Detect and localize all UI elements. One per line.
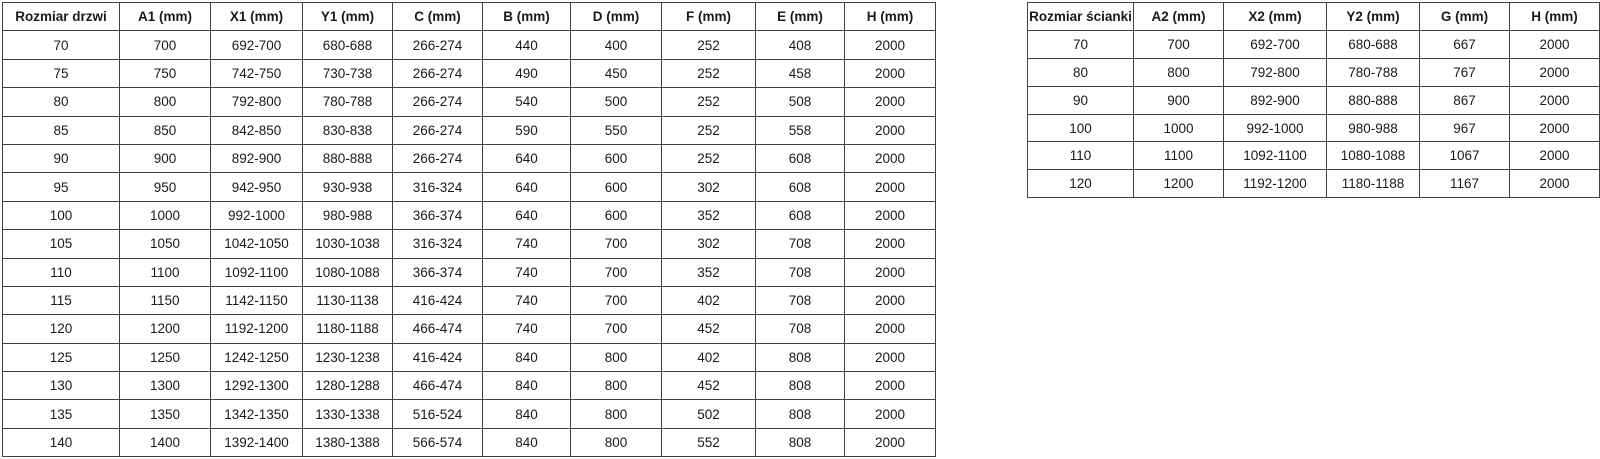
table-cell: 508	[756, 88, 845, 116]
table-cell: 90	[3, 144, 120, 172]
table-cell: 266-274	[393, 144, 483, 172]
table-row	[1028, 142, 1600, 170]
table-cell: 800	[571, 400, 662, 428]
column-header: Y2 (mm)	[1327, 3, 1420, 31]
table-row	[3, 258, 936, 286]
column-header: D (mm)	[571, 3, 662, 31]
table-cell: 767	[1420, 58, 1510, 86]
column-header: B (mm)	[483, 3, 571, 31]
table-cell: 2000	[1510, 142, 1600, 170]
table-cell: 742-750	[211, 59, 303, 87]
table-cell: 608	[756, 173, 845, 201]
table-cell: 120	[1028, 170, 1134, 198]
column-header: H (mm)	[845, 3, 936, 31]
table-cell: 490	[483, 59, 571, 87]
table-cell: 466-474	[393, 372, 483, 400]
table-cell: 640	[483, 173, 571, 201]
table-cell: 880-888	[1327, 86, 1420, 114]
table-cell: 590	[483, 116, 571, 144]
table-cell: 1192-1200	[211, 315, 303, 343]
table-cell: 2000	[1510, 30, 1600, 58]
table-cell: 1300	[120, 372, 211, 400]
table-cell: 700	[571, 230, 662, 258]
table-cell: 2000	[1510, 58, 1600, 86]
column-header: Y1 (mm)	[303, 3, 393, 31]
table-cell: 130	[3, 372, 120, 400]
table-cell: 1180-1188	[1327, 170, 1420, 198]
column-header: Rozmiar ścianki	[1028, 3, 1134, 31]
table-cell: 302	[662, 230, 756, 258]
table-cell: 708	[756, 230, 845, 258]
table-cell: 302	[662, 173, 756, 201]
table-cell: 900	[1134, 86, 1224, 114]
table-cell: 2000	[845, 286, 936, 314]
table-cell: 110	[1028, 142, 1134, 170]
table-cell: 980-988	[1327, 114, 1420, 142]
table-cell: 1242-1250	[211, 343, 303, 371]
table-cell: 80	[1028, 58, 1134, 86]
column-header: Rozmiar drzwi	[3, 3, 120, 31]
column-header: C (mm)	[393, 3, 483, 31]
table-cell: 792-800	[211, 88, 303, 116]
table-cell: 1200	[1134, 170, 1224, 198]
table-cell: 640	[483, 201, 571, 229]
table-cell: 1030-1038	[303, 230, 393, 258]
table-cell: 2000	[845, 144, 936, 172]
table-cell: 252	[662, 144, 756, 172]
table-cell: 867	[1420, 86, 1510, 114]
table-cell: 708	[756, 315, 845, 343]
table-cell: 120	[3, 315, 120, 343]
table-cell: 70	[3, 31, 120, 59]
table-cell: 692-700	[211, 31, 303, 59]
table-cell: 558	[756, 116, 845, 144]
table-cell: 2000	[845, 400, 936, 428]
table-cell: 316-324	[393, 230, 483, 258]
table-cell: 1280-1288	[303, 372, 393, 400]
table-cell: 2000	[1510, 170, 1600, 198]
table-cell: 1342-1350	[211, 400, 303, 428]
table-row	[3, 173, 936, 201]
table-cell: 80	[3, 88, 120, 116]
table-cell: 1167	[1420, 170, 1510, 198]
table-cell: 452	[662, 315, 756, 343]
table-cell: 830-838	[303, 116, 393, 144]
table-cell: 566-574	[393, 428, 483, 456]
table-cell: 2000	[845, 372, 936, 400]
table-cell: 740	[483, 315, 571, 343]
table-cell: 2000	[845, 201, 936, 229]
table-cell: 1100	[1134, 142, 1224, 170]
table-cell: 750	[120, 59, 211, 87]
table-cell: 352	[662, 258, 756, 286]
table-cell: 400	[571, 31, 662, 59]
column-header: A1 (mm)	[120, 3, 211, 31]
table-cell: 440	[483, 31, 571, 59]
table-cell: 416-424	[393, 343, 483, 371]
table-cell: 100	[1028, 114, 1134, 142]
table-cell: 2000	[845, 428, 936, 456]
table-cell: 252	[662, 59, 756, 87]
table-cell: 600	[571, 144, 662, 172]
table-cell: 2000	[845, 173, 936, 201]
table-cell: 550	[571, 116, 662, 144]
table-cell: 692-700	[1224, 30, 1327, 58]
table-row	[3, 144, 936, 172]
table-cell: 1192-1200	[1224, 170, 1327, 198]
table-cell: 700	[120, 31, 211, 59]
table-cell: 1100	[120, 258, 211, 286]
table-cell: 70	[1028, 30, 1134, 58]
table-cell: 840	[483, 428, 571, 456]
table-cell: 1050	[120, 230, 211, 258]
table-cell: 140	[3, 428, 120, 456]
table-cell: 792-800	[1224, 58, 1327, 86]
table-cell: 266-274	[393, 116, 483, 144]
table-cell: 950	[120, 173, 211, 201]
table-cell: 1092-1100	[211, 258, 303, 286]
table-cell: 808	[756, 343, 845, 371]
table-cell: 800	[571, 428, 662, 456]
table-cell: 316-324	[393, 173, 483, 201]
table-cell: 1042-1050	[211, 230, 303, 258]
table-row	[3, 88, 936, 116]
table-cell: 266-274	[393, 59, 483, 87]
table-cell: 466-474	[393, 315, 483, 343]
column-header: X2 (mm)	[1224, 3, 1327, 31]
table-cell: 942-950	[211, 173, 303, 201]
table-cell: 600	[571, 201, 662, 229]
table-cell: 458	[756, 59, 845, 87]
header-row	[1028, 3, 1600, 31]
table-cell: 800	[120, 88, 211, 116]
table-row	[3, 315, 936, 343]
table-cell: 808	[756, 372, 845, 400]
table-cell: 135	[3, 400, 120, 428]
table-cell: 800	[571, 372, 662, 400]
table-row	[3, 372, 936, 400]
table-cell: 840	[483, 400, 571, 428]
table-cell: 402	[662, 286, 756, 314]
table-cell: 110	[3, 258, 120, 286]
table-cell: 740	[483, 230, 571, 258]
column-header: G (mm)	[1420, 3, 1510, 31]
table-cell: 2000	[845, 116, 936, 144]
table-cell: 1400	[120, 428, 211, 456]
table-cell: 1150	[120, 286, 211, 314]
table-cell: 700	[571, 258, 662, 286]
header-row	[3, 3, 936, 31]
table-cell: 780-788	[1327, 58, 1420, 86]
table-cell: 452	[662, 372, 756, 400]
table-cell: 840	[483, 343, 571, 371]
table-cell: 800	[571, 343, 662, 371]
table-cell: 416-424	[393, 286, 483, 314]
table-cell: 1000	[120, 201, 211, 229]
door-sizes-table	[2, 2, 936, 457]
table-cell: 2000	[845, 315, 936, 343]
table-cell: 2000	[1510, 86, 1600, 114]
table-cell: 680-688	[303, 31, 393, 59]
table-cell: 502	[662, 400, 756, 428]
table-cell: 2000	[845, 31, 936, 59]
table-cell: 992-1000	[1224, 114, 1327, 142]
table-cell: 450	[571, 59, 662, 87]
table-cell: 842-850	[211, 116, 303, 144]
table-cell: 930-938	[303, 173, 393, 201]
table-cell: 1392-1400	[211, 428, 303, 456]
table-row	[3, 286, 936, 314]
table-cell: 1380-1388	[303, 428, 393, 456]
table-row	[3, 230, 936, 258]
table-cell: 1142-1150	[211, 286, 303, 314]
table-row	[3, 400, 936, 428]
table-cell: 1080-1088	[1327, 142, 1420, 170]
table-row	[1028, 30, 1600, 58]
table-row	[3, 116, 936, 144]
table-cell: 2000	[1510, 114, 1600, 142]
table-cell: 75	[3, 59, 120, 87]
table-cell: 1230-1238	[303, 343, 393, 371]
table-row	[3, 343, 936, 371]
table-cell: 252	[662, 88, 756, 116]
table-cell: 1180-1188	[303, 315, 393, 343]
table-cell: 850	[120, 116, 211, 144]
table-cell: 730-738	[303, 59, 393, 87]
column-header: A2 (mm)	[1134, 3, 1224, 31]
table-cell: 1292-1300	[211, 372, 303, 400]
table-cell: 700	[571, 315, 662, 343]
table-cell: 608	[756, 201, 845, 229]
table-cell: 892-900	[1224, 86, 1327, 114]
table-cell: 366-374	[393, 201, 483, 229]
column-header: E (mm)	[756, 3, 845, 31]
table-cell: 1092-1100	[1224, 142, 1327, 170]
table-cell: 115	[3, 286, 120, 314]
table-cell: 2000	[845, 258, 936, 286]
table-cell: 880-888	[303, 144, 393, 172]
wall-panel-sizes-table	[1027, 2, 1600, 198]
table-cell: 800	[1134, 58, 1224, 86]
table-cell: 1350	[120, 400, 211, 428]
table-cell: 2000	[845, 59, 936, 87]
table-cell: 1330-1338	[303, 400, 393, 428]
table-cell: 85	[3, 116, 120, 144]
table-cell: 740	[483, 286, 571, 314]
table-cell: 408	[756, 31, 845, 59]
table-cell: 2000	[845, 343, 936, 371]
table-cell: 600	[571, 173, 662, 201]
table-cell: 1130-1138	[303, 286, 393, 314]
table-cell: 700	[1134, 30, 1224, 58]
table-cell: 1067	[1420, 142, 1510, 170]
table-cell: 708	[756, 258, 845, 286]
table-cell: 808	[756, 428, 845, 456]
table-cell: 2000	[845, 230, 936, 258]
column-header: F (mm)	[662, 3, 756, 31]
table-cell: 252	[662, 116, 756, 144]
table-cell: 90	[1028, 86, 1134, 114]
table-row	[3, 428, 936, 456]
table-cell: 125	[3, 343, 120, 371]
table-cell: 100	[3, 201, 120, 229]
table-cell: 266-274	[393, 88, 483, 116]
table-row	[1028, 86, 1600, 114]
table-row	[3, 201, 936, 229]
table-cell: 992-1000	[211, 201, 303, 229]
table-cell: 402	[662, 343, 756, 371]
table-cell: 840	[483, 372, 571, 400]
table-cell: 95	[3, 173, 120, 201]
table-cell: 980-988	[303, 201, 393, 229]
table-cell: 1000	[1134, 114, 1224, 142]
table-cell: 740	[483, 258, 571, 286]
table-cell: 680-688	[1327, 30, 1420, 58]
table-cell: 552	[662, 428, 756, 456]
table-cell: 892-900	[211, 144, 303, 172]
table-cell: 252	[662, 31, 756, 59]
table-row	[3, 59, 936, 87]
table-cell: 900	[120, 144, 211, 172]
table-cell: 1080-1088	[303, 258, 393, 286]
table-cell: 808	[756, 400, 845, 428]
table-cell: 1200	[120, 315, 211, 343]
table-cell: 1250	[120, 343, 211, 371]
table-cell: 266-274	[393, 31, 483, 59]
table-cell: 780-788	[303, 88, 393, 116]
table-cell: 516-524	[393, 400, 483, 428]
table-cell: 2000	[845, 88, 936, 116]
table-row	[1028, 58, 1600, 86]
table-cell: 640	[483, 144, 571, 172]
table-cell: 667	[1420, 30, 1510, 58]
table-cell: 366-374	[393, 258, 483, 286]
column-header: H (mm)	[1510, 3, 1600, 31]
table-cell: 352	[662, 201, 756, 229]
table-cell: 967	[1420, 114, 1510, 142]
table-cell: 540	[483, 88, 571, 116]
column-header: X1 (mm)	[211, 3, 303, 31]
table-cell: 608	[756, 144, 845, 172]
table-row	[3, 31, 936, 59]
table-row	[1028, 114, 1600, 142]
table-cell: 500	[571, 88, 662, 116]
table-cell: 708	[756, 286, 845, 314]
table-cell: 105	[3, 230, 120, 258]
table-cell: 700	[571, 286, 662, 314]
table-row	[1028, 170, 1600, 198]
